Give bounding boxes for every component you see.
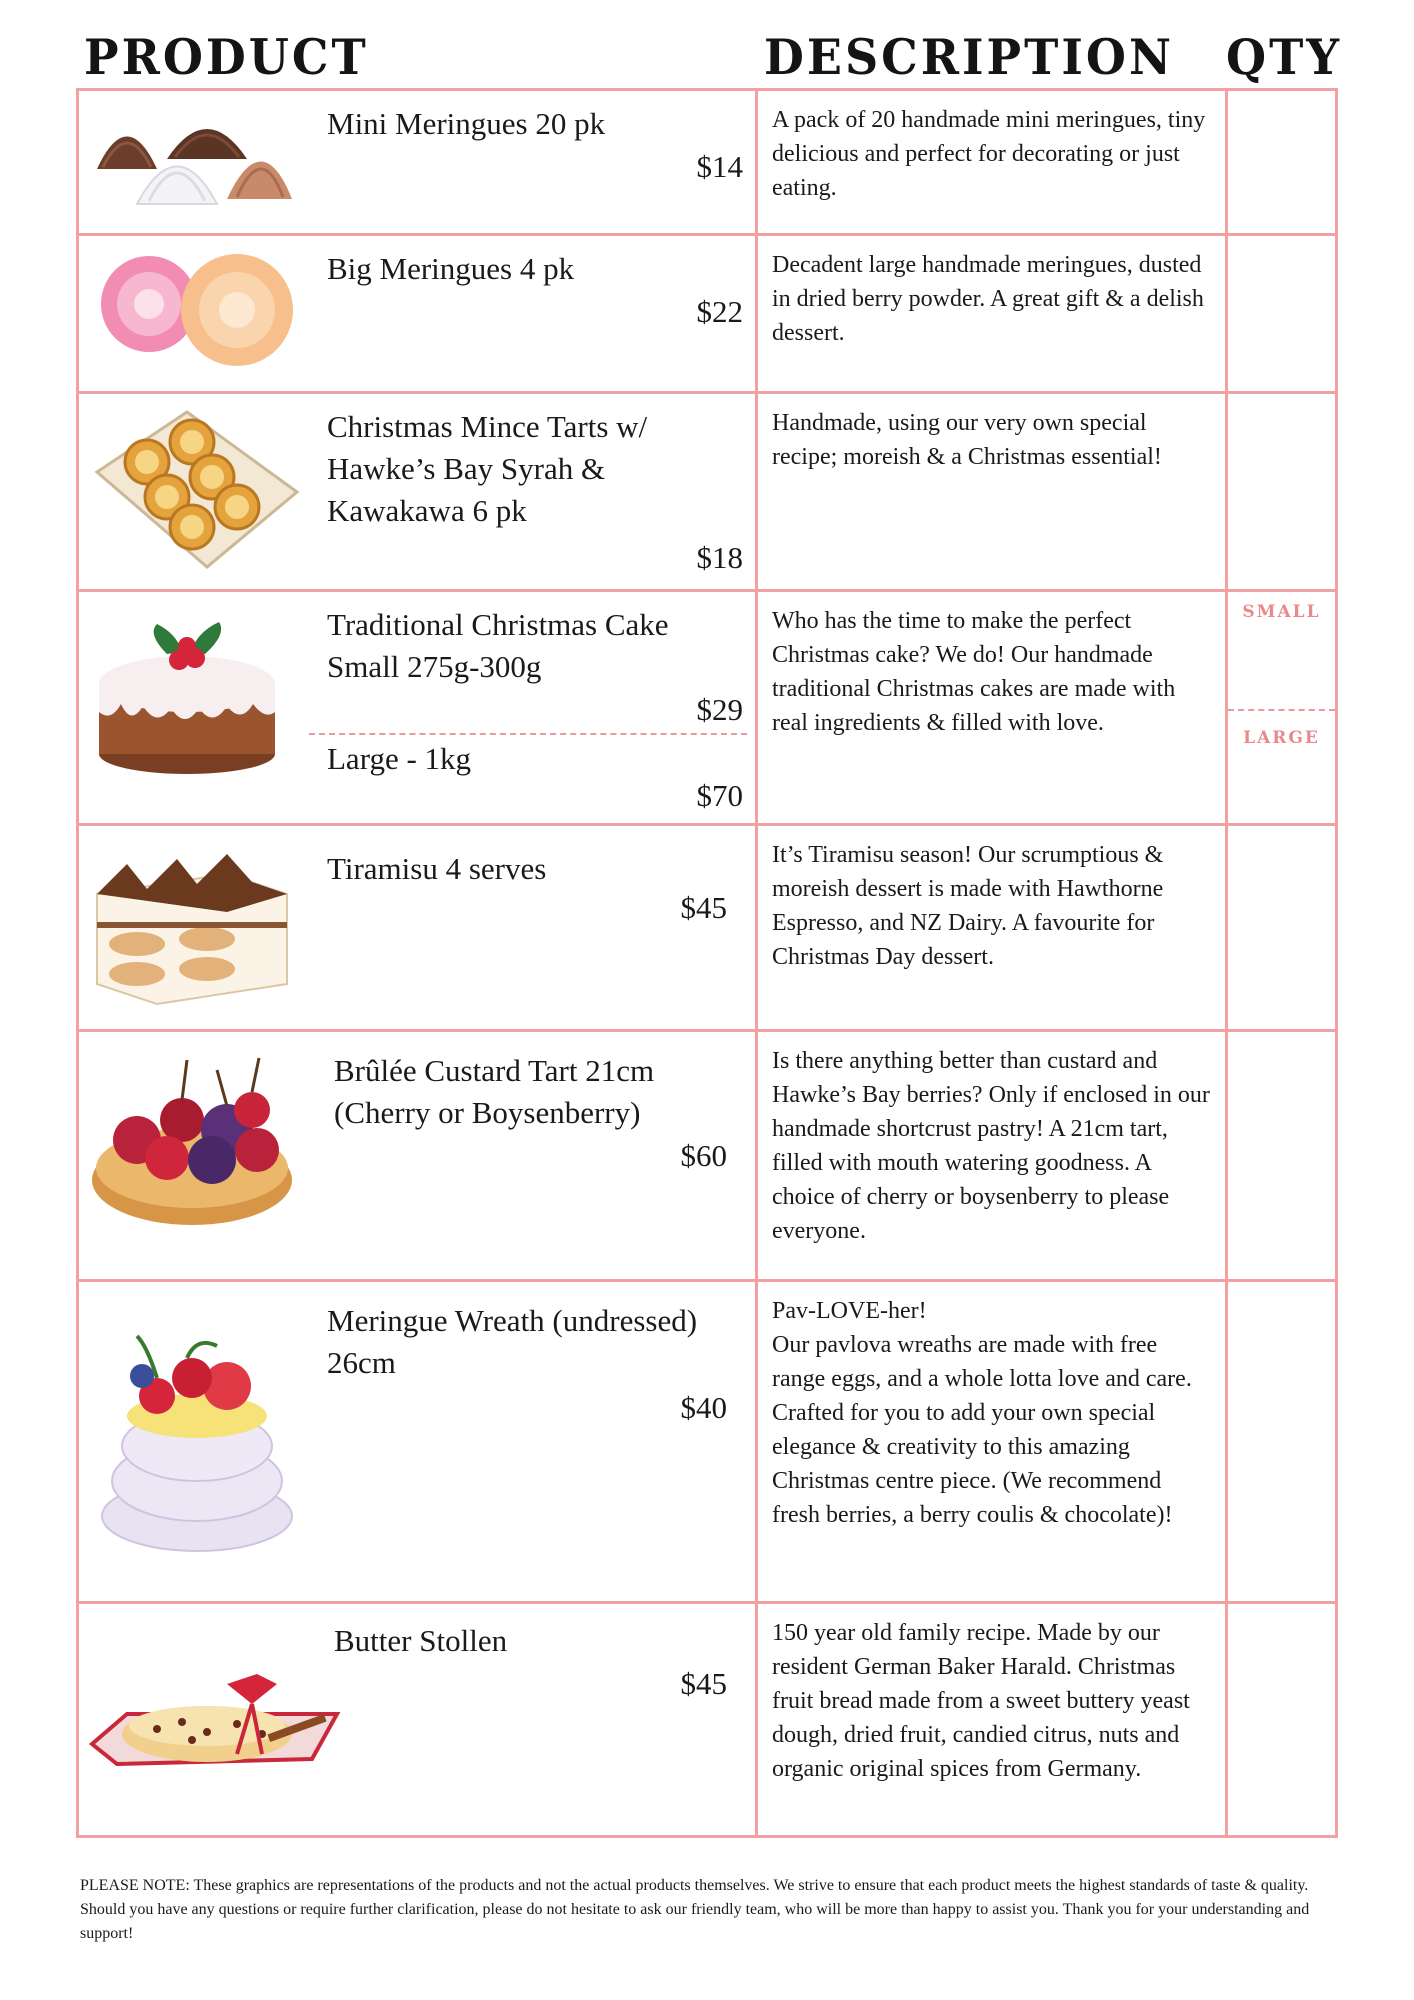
product-price: $29 — [696, 692, 743, 727]
product-price: $45 — [680, 1666, 727, 1701]
berry-tart-icon — [87, 1040, 307, 1240]
disclaimer-note: PLEASE NOTE: These graphics are representations of the products and not the actual products themselves. We strive to ensure that each product meets the highest standards of taste & quality. Should you have any questions or require further clarification, please do not hesitate to ask our friendly team, who will be more than happy to assist you. Thank you for your understanding and support! — [80, 1877, 1310, 1942]
product-description: Is there anything better than custard and Hawke’s Bay berries? Only if enclosed in our handmade shortcrust pastry! A 21cm tart, filled with mouth watering goodness. A choice of cherry or boysenberry to please everyone. — [772, 1048, 1210, 1244]
product-description: Decadent large handmade meringues, dusted in dried berry powder. A great gift & a delish dessert. — [772, 252, 1204, 346]
product-cell — [76, 1604, 758, 1838]
product-price: $60 — [680, 1138, 727, 1173]
pavlova-icon — [87, 1306, 307, 1566]
qty-cell[interactable] — [1225, 394, 1338, 592]
qty-cell[interactable] — [1225, 1282, 1338, 1604]
product-price: $14 — [696, 149, 743, 184]
product-row — [76, 236, 1338, 394]
product-description: Pav-LOVE-her! Our pavlova wreaths are made with free range eggs, and a whole lotta love and care. Crafted for you to add your own special elegance & creativity to this amazing Christmas centre piece. (We recommend fresh berries, a berry coulis & chocolate)! — [772, 1298, 1192, 1528]
product-row — [76, 88, 1338, 236]
product-cell — [76, 1282, 758, 1604]
product-cell — [76, 88, 758, 236]
product-row — [76, 592, 1338, 826]
qty-cell[interactable] — [1225, 592, 1338, 826]
christmas-cake-icon — [87, 604, 307, 784]
description-cell — [755, 88, 1228, 236]
qty-large-label: LARGE — [1243, 728, 1320, 748]
product-description: Handmade, using our very own special recipe; moreish & a Christmas essential! — [772, 410, 1162, 470]
description-cell — [755, 592, 1228, 826]
qty-divider — [1228, 709, 1335, 711]
size-divider — [309, 733, 747, 735]
product-price: $18 — [696, 540, 743, 575]
product-row — [76, 1282, 1338, 1604]
description-cell — [755, 236, 1228, 394]
product-description: Who has the time to make the perfect Christmas cake? We do! Our handmade traditional Christmas cakes are made with real ingredients & filled with love. — [772, 608, 1176, 736]
qty-cell[interactable] — [1225, 1032, 1338, 1282]
product-cell — [76, 394, 758, 592]
product-price: $45 — [680, 890, 727, 925]
qty-small-label: SMALL — [1242, 602, 1321, 622]
product-row — [76, 394, 1338, 592]
product-size-large: Large - 1kg — [327, 741, 472, 776]
product-name: Big Meringues 4 pk — [327, 251, 575, 286]
qty-cell[interactable] — [1225, 1604, 1338, 1838]
description-cell — [755, 826, 1228, 1032]
product-price: $40 — [680, 1390, 727, 1425]
product-price-large: $70 — [696, 778, 743, 813]
product-name: Mini Meringues 20 pk — [327, 106, 606, 141]
description-cell — [755, 1604, 1228, 1838]
product-row — [76, 826, 1338, 1032]
product-name: Christmas Mince Tarts w/ Hawke’s Bay Syrah & Kawakawa 6 pk — [327, 409, 648, 528]
product-cell — [76, 826, 758, 1032]
mini-meringues-icon — [87, 99, 307, 219]
mince-tarts-icon — [87, 402, 307, 582]
product-cell — [76, 1032, 758, 1282]
qty-cell[interactable] — [1225, 88, 1338, 236]
qty-cell[interactable] — [1225, 236, 1338, 394]
product-name: Butter Stollen — [334, 1623, 508, 1658]
product-description: It’s Tiramisu season! Our scrumptious & moreish dessert is made with Hawthorne Espresso, and NZ Dairy. A favourite for Christmas Day dessert. — [772, 842, 1164, 970]
description-cell — [755, 1282, 1228, 1604]
product-header: PRODUCT — [84, 28, 369, 86]
description-header: DESCRIPTION — [764, 28, 1174, 86]
product-cell — [76, 236, 758, 394]
qty-cell[interactable] — [1225, 826, 1338, 1032]
tiramisu-icon — [87, 834, 307, 1014]
order-table — [76, 88, 1338, 1838]
product-row — [76, 1032, 1338, 1282]
product-cell — [76, 592, 758, 826]
description-cell — [755, 394, 1228, 592]
product-name: Tiramisu 4 serves — [327, 851, 547, 886]
qty-header: QTY — [1226, 28, 1343, 86]
product-price: $22 — [696, 294, 743, 329]
product-row — [76, 1604, 1338, 1838]
product-description: 150 year old family recipe. Made by our resident German Baker Harald. Christmas fruit bread made from a sweet buttery yeast dough, dried fruit, candied citrus, nuts and organic original spices from Germany. — [772, 1620, 1190, 1782]
description-cell — [755, 1032, 1228, 1282]
big-meringues-icon — [87, 244, 307, 374]
product-name: Traditional Christmas Cake Small 275g-300g — [327, 607, 669, 684]
stollen-icon — [87, 1644, 347, 1794]
product-description: A pack of 20 handmade mini meringues, tiny delicious and perfect for decorating or just eating. — [772, 107, 1206, 201]
product-name: Meringue Wreath (undressed) 26cm — [327, 1303, 698, 1380]
product-name: Brûlée Custard Tart 21cm (Cherry or Boysenberry) — [334, 1053, 655, 1130]
